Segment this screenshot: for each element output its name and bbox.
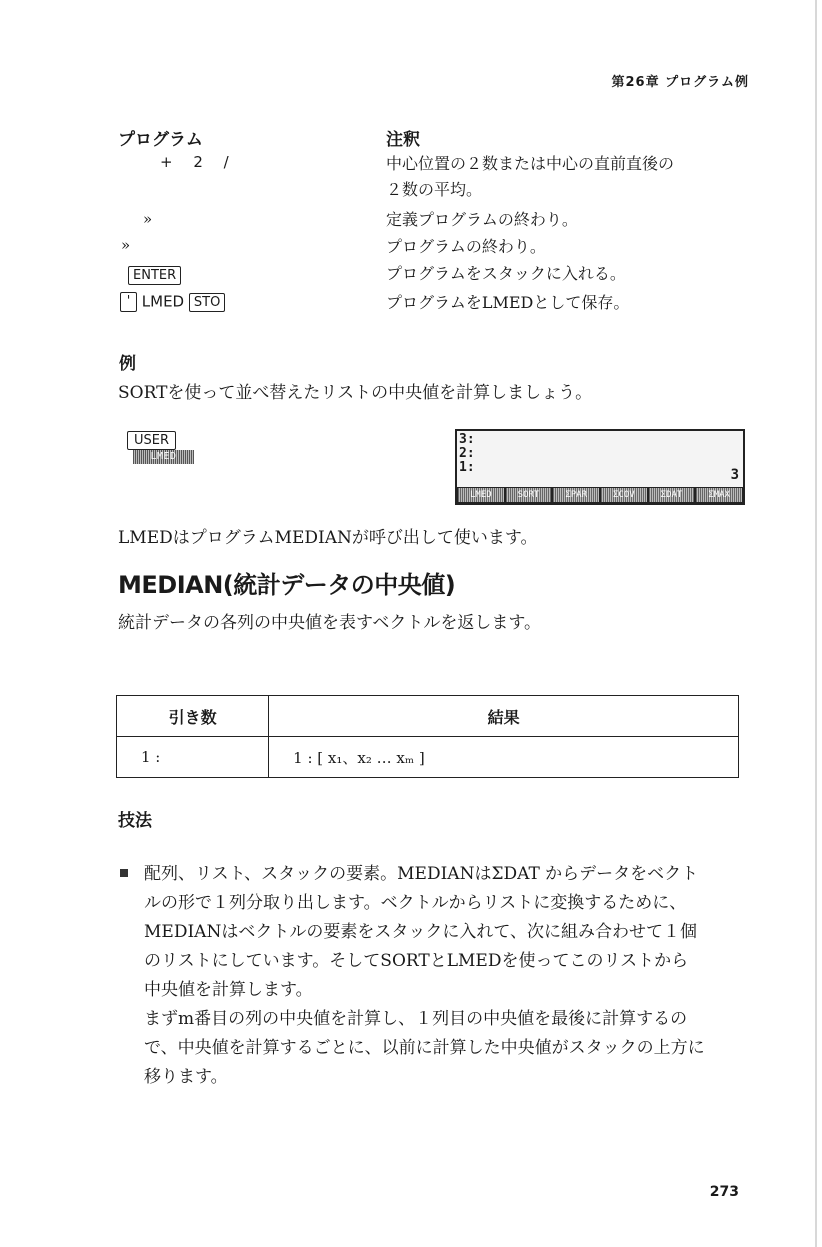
calculator-screen bbox=[455, 429, 745, 505]
stack-level-3: 3: bbox=[459, 432, 475, 447]
result-cell: 1 : [ x₁、x₂ … xₘ ] bbox=[269, 737, 739, 778]
result-header: 結果 bbox=[269, 696, 739, 737]
technique-line: 配列、リスト、スタックの要素。MEDIANはΣDAT からデータをベクト bbox=[144, 864, 699, 884]
menu-scov: ΣCOV bbox=[601, 488, 647, 502]
note-line-5: プログラムをスタックに入れる。 bbox=[386, 264, 626, 283]
technique-line: のリストにしています。そしてSORTとLMEDを使ってこのリストから bbox=[144, 951, 689, 971]
example-text: SORTを使って並べ替えたリストの中央値を計算しましょう。 bbox=[118, 383, 593, 403]
technique-line: 中央値を計算します。 bbox=[144, 980, 313, 1000]
page-edge bbox=[815, 0, 817, 1247]
technique-line: MEDIANはベクトルの要素をスタックに入れて、次に組み合わせて１個 bbox=[144, 922, 697, 942]
program-line-1: + 2 / bbox=[160, 153, 237, 171]
menu-sdat: ΣDAT bbox=[649, 488, 695, 502]
argument-table bbox=[116, 695, 739, 778]
technique-line: 移ります。 bbox=[144, 1067, 228, 1087]
section-title: MEDIAN(統計データの中央値) bbox=[118, 571, 456, 599]
lmed-softkey: LMED bbox=[133, 450, 194, 464]
sto-key: STO bbox=[189, 293, 225, 312]
note-line-1: 中心位置の２数または中心の直前直後の bbox=[386, 154, 675, 173]
technique-line: ルの形で１列分取り出します。ベクトルからリストに変換するために、 bbox=[144, 893, 687, 913]
menu-spar: ΣPAR bbox=[553, 488, 599, 502]
menu-sort: SORT bbox=[506, 488, 552, 502]
bullet-square-icon bbox=[120, 869, 128, 877]
note-line-4: プログラムの終わり。 bbox=[386, 237, 546, 256]
args-cell: 1 : bbox=[117, 737, 269, 778]
section-description: 統計データの各列の中央値を表すベクトルを返します。 bbox=[118, 613, 541, 633]
softkey-menu bbox=[457, 487, 743, 503]
user-key-row bbox=[127, 430, 176, 450]
example-note: LMEDはプログラムMEDIANが呼び出して使います。 bbox=[118, 528, 538, 548]
lmed-name: LMED bbox=[141, 292, 185, 311]
menu-smax: ΣMAX bbox=[696, 488, 742, 502]
stack-level-1-value: 3 bbox=[730, 467, 739, 483]
menu-lmed: LMED bbox=[458, 488, 504, 502]
program-line-3: » bbox=[143, 210, 153, 228]
user-key: USER bbox=[127, 431, 176, 450]
technique-line: まずm番目の列の中央値を計算し、１列目の中央値を最後に計算するの bbox=[144, 1009, 688, 1029]
args-header: 引き数 bbox=[117, 696, 269, 737]
technique-line: で、中央値を計算するごとに、以前に計算した中央値がスタックの上方に bbox=[144, 1038, 705, 1058]
note-line-6: プログラムをLMEDとして保存。 bbox=[386, 293, 630, 312]
page-number: 273 bbox=[709, 1184, 739, 1200]
technique-paragraph bbox=[144, 860, 744, 1092]
stack-level-1: 1: bbox=[459, 460, 475, 475]
note-line-3: 定義プログラムの終わり。 bbox=[386, 210, 578, 229]
enter-key-row bbox=[128, 265, 181, 285]
chapter-header: 第26章 プログラム例 bbox=[611, 75, 749, 90]
note-line-2: ２数の平均。 bbox=[386, 180, 483, 199]
store-keys-row bbox=[120, 292, 225, 312]
program-line-4: » bbox=[121, 236, 131, 254]
example-heading: 例 bbox=[119, 354, 136, 374]
stack-level-2: 2: bbox=[459, 446, 475, 461]
quote-key: ' bbox=[120, 292, 137, 312]
notes-column-heading: 注釈 bbox=[386, 130, 420, 150]
program-column-heading: プログラム bbox=[118, 130, 203, 150]
technique-heading: 技法 bbox=[118, 811, 152, 831]
enter-key: ENTER bbox=[128, 266, 181, 285]
